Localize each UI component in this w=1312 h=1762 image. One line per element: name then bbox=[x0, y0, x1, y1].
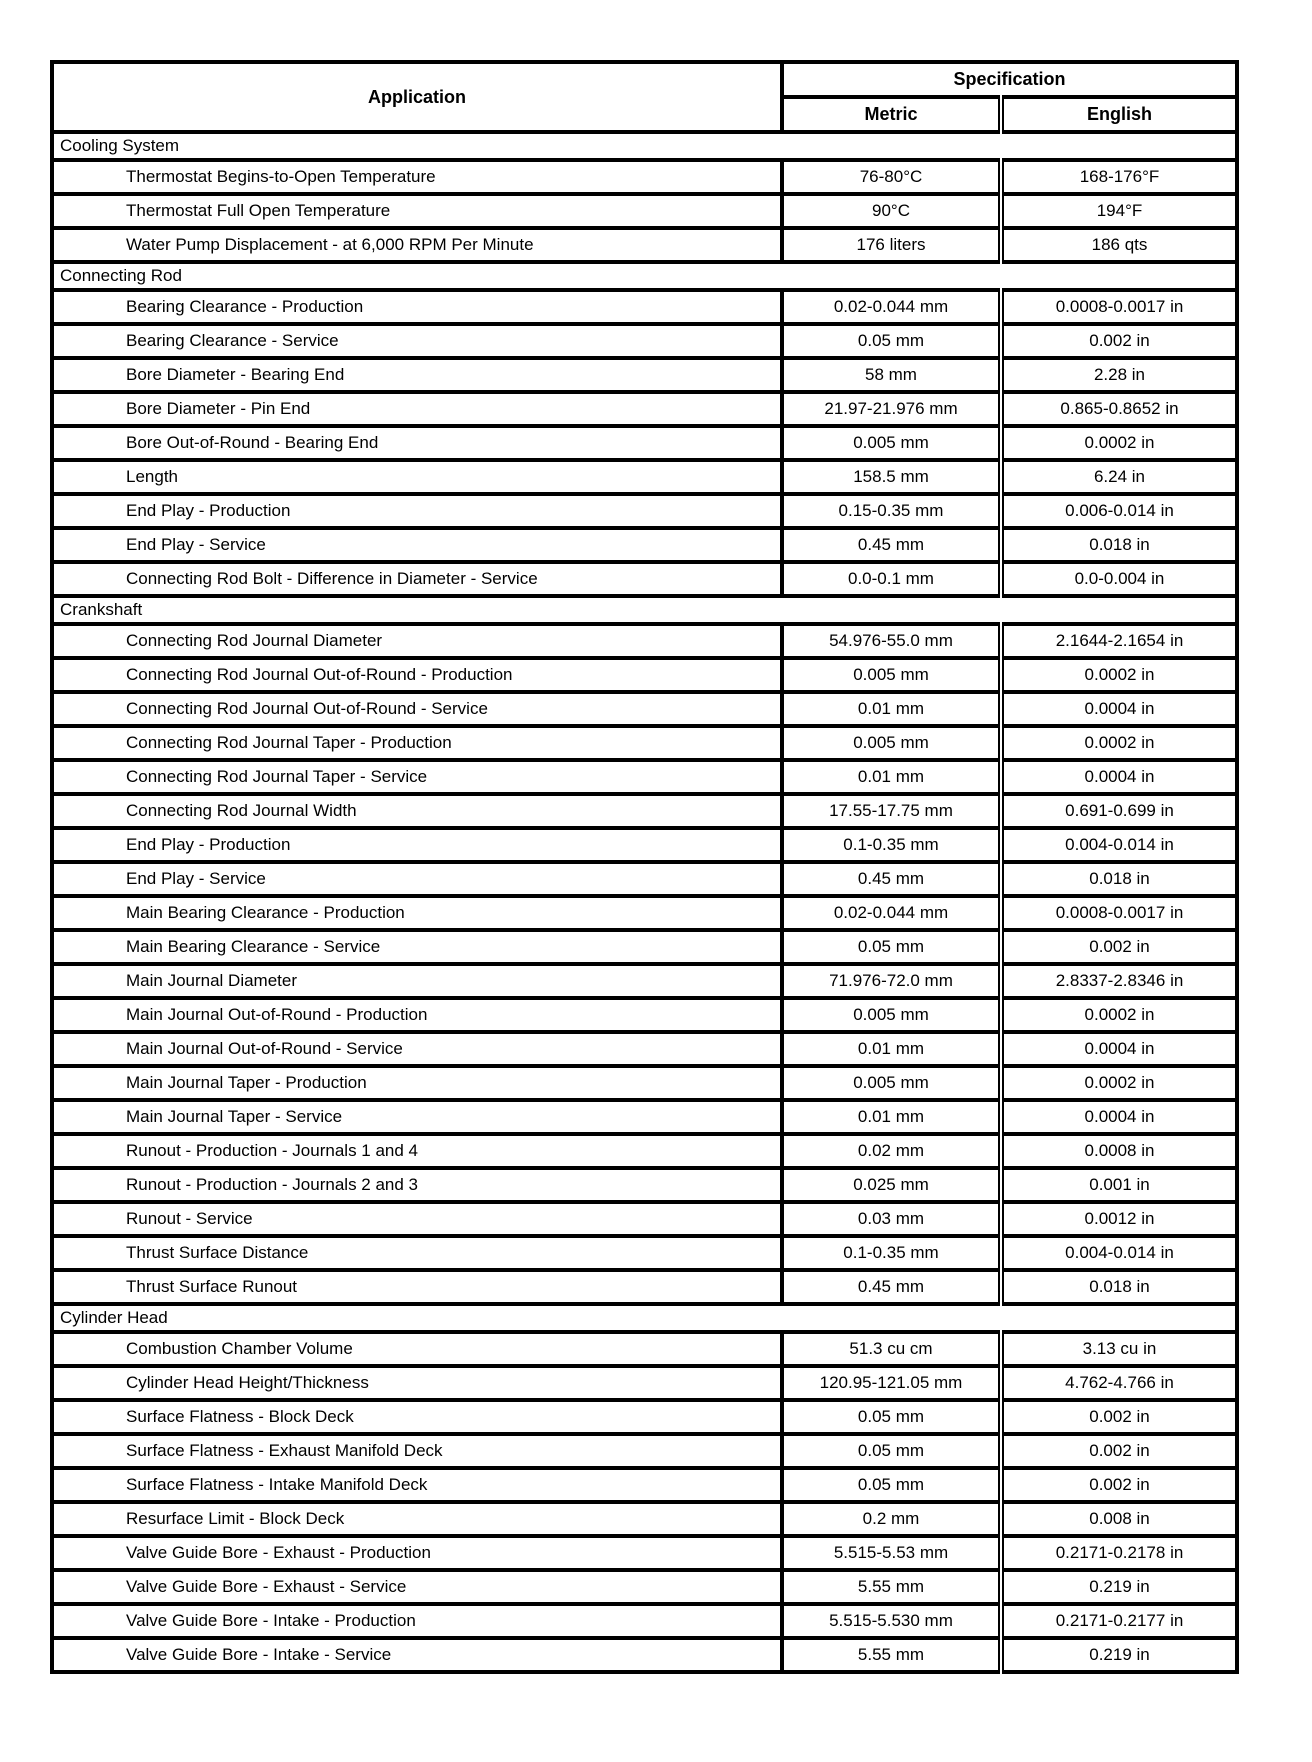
spec-table-header bbox=[52, 62, 1237, 132]
application-cell: Resurface Limit - Block Deck bbox=[52, 1502, 782, 1536]
english-value-cell: 0.0-0.004 in bbox=[1001, 562, 1237, 596]
english-value-cell: 0.002 in bbox=[1001, 324, 1237, 358]
table-row bbox=[52, 862, 1237, 896]
table-row bbox=[52, 1468, 1237, 1502]
metric-value-cell: 0.025 mm bbox=[782, 1168, 1001, 1202]
table-row bbox=[52, 1202, 1237, 1236]
column-header-english: English bbox=[1001, 97, 1237, 132]
table-row bbox=[52, 1434, 1237, 1468]
table-row bbox=[52, 494, 1237, 528]
table-row bbox=[52, 358, 1237, 392]
section-label: Cooling System bbox=[52, 132, 1237, 160]
english-value-cell: 6.24 in bbox=[1001, 460, 1237, 494]
english-value-cell: 0.006-0.014 in bbox=[1001, 494, 1237, 528]
metric-value-cell: 90°C bbox=[782, 194, 1001, 228]
application-cell: Surface Flatness - Block Deck bbox=[52, 1400, 782, 1434]
metric-value-cell: 0.02 mm bbox=[782, 1134, 1001, 1168]
english-value-cell: 0.0012 in bbox=[1001, 1202, 1237, 1236]
metric-value-cell: 0.02-0.044 mm bbox=[782, 896, 1001, 930]
table-row bbox=[52, 794, 1237, 828]
table-row bbox=[52, 1366, 1237, 1400]
metric-value-cell: 0.05 mm bbox=[782, 1400, 1001, 1434]
table-row bbox=[52, 964, 1237, 998]
application-cell: Bore Diameter - Bearing End bbox=[52, 358, 782, 392]
english-value-cell: 0.008 in bbox=[1001, 1502, 1237, 1536]
table-row bbox=[52, 460, 1237, 494]
english-value-cell: 0.219 in bbox=[1001, 1638, 1237, 1672]
english-value-cell: 0.004-0.014 in bbox=[1001, 828, 1237, 862]
application-cell: Main Journal Out-of-Round - Service bbox=[52, 1032, 782, 1066]
metric-value-cell: 0.2 mm bbox=[782, 1502, 1001, 1536]
metric-value-cell: 5.55 mm bbox=[782, 1638, 1001, 1672]
section-label: Connecting Rod bbox=[52, 262, 1237, 290]
table-row bbox=[52, 1638, 1237, 1672]
section-row bbox=[52, 132, 1237, 160]
english-value-cell: 0.0002 in bbox=[1001, 426, 1237, 460]
table-row bbox=[52, 160, 1237, 194]
metric-value-cell: 0.05 mm bbox=[782, 1468, 1001, 1502]
metric-value-cell: 21.97-21.976 mm bbox=[782, 392, 1001, 426]
table-row bbox=[52, 828, 1237, 862]
metric-value-cell: 5.55 mm bbox=[782, 1570, 1001, 1604]
table-row bbox=[52, 998, 1237, 1032]
application-cell: Valve Guide Bore - Intake - Service bbox=[52, 1638, 782, 1672]
section-label: Cylinder Head bbox=[52, 1304, 1237, 1332]
table-row bbox=[52, 528, 1237, 562]
english-value-cell: 168-176°F bbox=[1001, 160, 1237, 194]
metric-value-cell: 76-80°C bbox=[782, 160, 1001, 194]
table-row bbox=[52, 392, 1237, 426]
application-cell: Valve Guide Bore - Exhaust - Service bbox=[52, 1570, 782, 1604]
english-value-cell: 4.762-4.766 in bbox=[1001, 1366, 1237, 1400]
metric-value-cell: 0.45 mm bbox=[782, 862, 1001, 896]
table-row bbox=[52, 324, 1237, 358]
metric-value-cell: 17.55-17.75 mm bbox=[782, 794, 1001, 828]
application-cell: Bore Out-of-Round - Bearing End bbox=[52, 426, 782, 460]
application-cell: Main Journal Diameter bbox=[52, 964, 782, 998]
english-value-cell: 0.0004 in bbox=[1001, 692, 1237, 726]
table-row bbox=[52, 726, 1237, 760]
application-cell: Valve Guide Bore - Exhaust - Production bbox=[52, 1536, 782, 1570]
metric-value-cell: 0.02-0.044 mm bbox=[782, 290, 1001, 324]
english-value-cell: 0.2171-0.2177 in bbox=[1001, 1604, 1237, 1638]
english-value-cell: 0.018 in bbox=[1001, 1270, 1237, 1304]
application-cell: Connecting Rod Journal Out-of-Round - Production bbox=[52, 658, 782, 692]
english-value-cell: 3.13 cu in bbox=[1001, 1332, 1237, 1366]
application-cell: Thrust Surface Distance bbox=[52, 1236, 782, 1270]
english-value-cell: 0.004-0.014 in bbox=[1001, 1236, 1237, 1270]
application-cell: Combustion Chamber Volume bbox=[52, 1332, 782, 1366]
metric-value-cell: 0.05 mm bbox=[782, 930, 1001, 964]
english-value-cell: 0.0002 in bbox=[1001, 658, 1237, 692]
column-header-metric: Metric bbox=[782, 97, 1001, 132]
english-value-cell: 2.8337-2.8346 in bbox=[1001, 964, 1237, 998]
metric-value-cell: 0.005 mm bbox=[782, 658, 1001, 692]
application-cell: Thermostat Begins-to-Open Temperature bbox=[52, 160, 782, 194]
column-header-specification: Specification bbox=[782, 62, 1237, 97]
english-value-cell: 2.28 in bbox=[1001, 358, 1237, 392]
table-row bbox=[52, 562, 1237, 596]
table-row bbox=[52, 426, 1237, 460]
english-value-cell: 186 qts bbox=[1001, 228, 1237, 262]
english-value-cell: 194°F bbox=[1001, 194, 1237, 228]
application-cell: Connecting Rod Journal Out-of-Round - Service bbox=[52, 692, 782, 726]
table-row bbox=[52, 1570, 1237, 1604]
application-cell: End Play - Production bbox=[52, 828, 782, 862]
metric-value-cell: 0.1-0.35 mm bbox=[782, 1236, 1001, 1270]
table-row bbox=[52, 1100, 1237, 1134]
application-cell: Main Journal Taper - Production bbox=[52, 1066, 782, 1100]
table-row bbox=[52, 896, 1237, 930]
metric-value-cell: 0.1-0.35 mm bbox=[782, 828, 1001, 862]
english-value-cell: 0.0008-0.0017 in bbox=[1001, 896, 1237, 930]
metric-value-cell: 158.5 mm bbox=[782, 460, 1001, 494]
application-cell: Bore Diameter - Pin End bbox=[52, 392, 782, 426]
application-cell: Cylinder Head Height/Thickness bbox=[52, 1366, 782, 1400]
application-cell: Length bbox=[52, 460, 782, 494]
table-row bbox=[52, 1604, 1237, 1638]
metric-value-cell: 54.976-55.0 mm bbox=[782, 624, 1001, 658]
application-cell: End Play - Production bbox=[52, 494, 782, 528]
english-value-cell: 0.002 in bbox=[1001, 930, 1237, 964]
application-cell: Surface Flatness - Intake Manifold Deck bbox=[52, 1468, 782, 1502]
application-cell: Connecting Rod Journal Taper - Service bbox=[52, 760, 782, 794]
table-row bbox=[52, 1536, 1237, 1570]
application-cell: Runout - Production - Journals 2 and 3 bbox=[52, 1168, 782, 1202]
english-value-cell: 2.1644-2.1654 in bbox=[1001, 624, 1237, 658]
application-cell: Bearing Clearance - Production bbox=[52, 290, 782, 324]
column-header-application: Application bbox=[52, 62, 782, 132]
table-row bbox=[52, 930, 1237, 964]
english-value-cell: 0.001 in bbox=[1001, 1168, 1237, 1202]
metric-value-cell: 176 liters bbox=[782, 228, 1001, 262]
section-row bbox=[52, 262, 1237, 290]
english-value-cell: 0.0004 in bbox=[1001, 1100, 1237, 1134]
table-row bbox=[52, 1032, 1237, 1066]
english-value-cell: 0.0008 in bbox=[1001, 1134, 1237, 1168]
english-value-cell: 0.018 in bbox=[1001, 862, 1237, 896]
application-cell: Runout - Production - Journals 1 and 4 bbox=[52, 1134, 782, 1168]
application-cell: Valve Guide Bore - Intake - Production bbox=[52, 1604, 782, 1638]
english-value-cell: 0.0004 in bbox=[1001, 760, 1237, 794]
table-row bbox=[52, 624, 1237, 658]
section-row bbox=[52, 596, 1237, 624]
application-cell: Main Bearing Clearance - Production bbox=[52, 896, 782, 930]
table-row bbox=[52, 290, 1237, 324]
metric-value-cell: 0.005 mm bbox=[782, 426, 1001, 460]
metric-value-cell: 5.515-5.53 mm bbox=[782, 1536, 1001, 1570]
section-row bbox=[52, 1304, 1237, 1332]
spec-table bbox=[50, 60, 1239, 1674]
application-cell: End Play - Service bbox=[52, 862, 782, 896]
table-row bbox=[52, 1502, 1237, 1536]
english-value-cell: 0.002 in bbox=[1001, 1400, 1237, 1434]
header-row-1 bbox=[52, 62, 1237, 97]
application-cell: Main Journal Out-of-Round - Production bbox=[52, 998, 782, 1032]
metric-value-cell: 5.515-5.530 mm bbox=[782, 1604, 1001, 1638]
section-label: Crankshaft bbox=[52, 596, 1237, 624]
metric-value-cell: 0.03 mm bbox=[782, 1202, 1001, 1236]
english-value-cell: 0.002 in bbox=[1001, 1468, 1237, 1502]
metric-value-cell: 0.05 mm bbox=[782, 324, 1001, 358]
english-value-cell: 0.865-0.8652 in bbox=[1001, 392, 1237, 426]
metric-value-cell: 120.95-121.05 mm bbox=[782, 1366, 1001, 1400]
table-row bbox=[52, 194, 1237, 228]
english-value-cell: 0.0008-0.0017 in bbox=[1001, 290, 1237, 324]
english-value-cell: 0.0002 in bbox=[1001, 998, 1237, 1032]
english-value-cell: 0.691-0.699 in bbox=[1001, 794, 1237, 828]
table-row bbox=[52, 1270, 1237, 1304]
metric-value-cell: 0.45 mm bbox=[782, 528, 1001, 562]
application-cell: Runout - Service bbox=[52, 1202, 782, 1236]
metric-value-cell: 0.01 mm bbox=[782, 692, 1001, 726]
english-value-cell: 0.2171-0.2178 in bbox=[1001, 1536, 1237, 1570]
application-cell: Water Pump Displacement - at 6,000 RPM Per Minute bbox=[52, 228, 782, 262]
table-row bbox=[52, 1066, 1237, 1100]
application-cell: Thermostat Full Open Temperature bbox=[52, 194, 782, 228]
application-cell: End Play - Service bbox=[52, 528, 782, 562]
application-cell: Bearing Clearance - Service bbox=[52, 324, 782, 358]
metric-value-cell: 58 mm bbox=[782, 358, 1001, 392]
metric-value-cell: 0.005 mm bbox=[782, 726, 1001, 760]
application-cell: Connecting Rod Journal Taper - Production bbox=[52, 726, 782, 760]
application-cell: Connecting Rod Journal Width bbox=[52, 794, 782, 828]
english-value-cell: 0.0002 in bbox=[1001, 726, 1237, 760]
table-row bbox=[52, 1236, 1237, 1270]
table-row bbox=[52, 658, 1237, 692]
spec-table-body bbox=[52, 132, 1237, 1672]
metric-value-cell: 0.45 mm bbox=[782, 1270, 1001, 1304]
english-value-cell: 0.018 in bbox=[1001, 528, 1237, 562]
table-row bbox=[52, 228, 1237, 262]
metric-value-cell: 0.05 mm bbox=[782, 1434, 1001, 1468]
table-row bbox=[52, 1400, 1237, 1434]
application-cell: Connecting Rod Journal Diameter bbox=[52, 624, 782, 658]
application-cell: Connecting Rod Bolt - Difference in Diameter - Service bbox=[52, 562, 782, 596]
metric-value-cell: 0.01 mm bbox=[782, 1100, 1001, 1134]
table-row bbox=[52, 760, 1237, 794]
table-row bbox=[52, 692, 1237, 726]
application-cell: Surface Flatness - Exhaust Manifold Deck bbox=[52, 1434, 782, 1468]
english-value-cell: 0.002 in bbox=[1001, 1434, 1237, 1468]
application-cell: Main Journal Taper - Service bbox=[52, 1100, 782, 1134]
metric-value-cell: 51.3 cu cm bbox=[782, 1332, 1001, 1366]
application-cell: Main Bearing Clearance - Service bbox=[52, 930, 782, 964]
metric-value-cell: 0.0-0.1 mm bbox=[782, 562, 1001, 596]
metric-value-cell: 71.976-72.0 mm bbox=[782, 964, 1001, 998]
metric-value-cell: 0.005 mm bbox=[782, 1066, 1001, 1100]
table-row bbox=[52, 1134, 1237, 1168]
english-value-cell: 0.0002 in bbox=[1001, 1066, 1237, 1100]
application-cell: Thrust Surface Runout bbox=[52, 1270, 782, 1304]
english-value-cell: 0.0004 in bbox=[1001, 1032, 1237, 1066]
table-row bbox=[52, 1168, 1237, 1202]
metric-value-cell: 0.15-0.35 mm bbox=[782, 494, 1001, 528]
table-row bbox=[52, 1332, 1237, 1366]
english-value-cell: 0.219 in bbox=[1001, 1570, 1237, 1604]
metric-value-cell: 0.01 mm bbox=[782, 760, 1001, 794]
metric-value-cell: 0.005 mm bbox=[782, 998, 1001, 1032]
metric-value-cell: 0.01 mm bbox=[782, 1032, 1001, 1066]
